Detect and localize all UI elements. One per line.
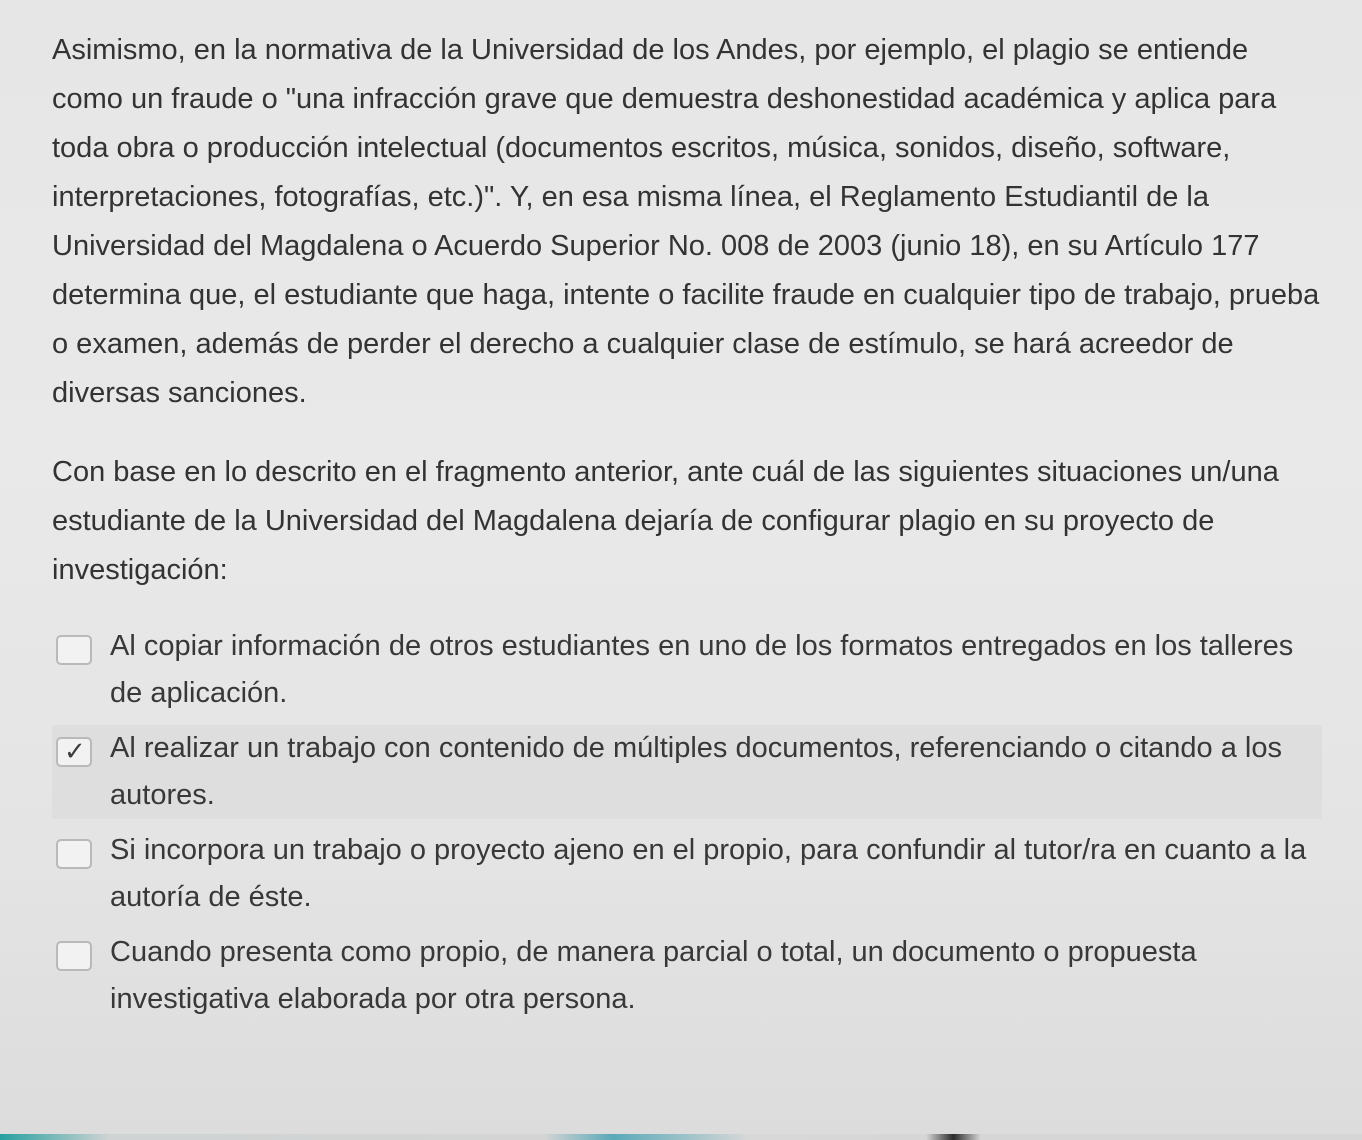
answer-option-3[interactable] <box>52 827 1322 921</box>
option-3-label: Si incorpora un trabajo o proyecto ajeno en el propio, para confundir al tutor/ra en cuanto a la autoría de éste. <box>110 834 1307 913</box>
screen-bottom-edge <box>0 1134 1362 1140</box>
option-4-checkbox[interactable] <box>56 941 92 971</box>
question-prompt: Con base en lo descrito en el fragmento anterior, ante cuál de las siguientes situaciones un/una estudiante de la Universidad del Magdalena dejaría de configurar plagio en su proyecto de investigación: <box>52 456 1279 586</box>
option-1-label: Al copiar información de otros estudiantes en uno de los formatos entregados en los talleres de aplicación. <box>110 630 1294 709</box>
answer-option-1[interactable] <box>52 623 1322 717</box>
reading-passage: Asimismo, en la normativa de la Universidad de los Andes, por ejemplo, el plagio se entiende como un fraude o "una infracción grave que demuestra deshonestidad académica y aplica para toda obra o producción intelectual (documentos escritos, música, sonidos, diseño, software, interpretaciones, fotografías, etc.)". Y, en esa misma línea, el Reglamento Estudiantil de la Universidad del Magdalena o Acuerdo Superior No. 008 de 2003 (junio 18), en su Artículo 177 determina que, el estudiante que haga, intente o facilite fraude en cualquier tipo de trabajo, prueba o examen, además de perder el derecho a cualquier clase de estímulo, se hará acreedor de diversas sanciones. <box>52 34 1320 409</box>
option-2-label: Al realizar un trabajo con contenido de múltiples documentos, referenciando o citando a los autores. <box>110 732 1282 811</box>
answer-options <box>52 623 1322 1023</box>
quiz-content <box>52 26 1322 1031</box>
option-2-checkbox[interactable] <box>56 737 92 767</box>
answer-option-4[interactable] <box>52 929 1322 1023</box>
answer-option-2[interactable] <box>52 725 1322 819</box>
option-1-checkbox[interactable] <box>56 635 92 665</box>
option-4-label: Cuando presenta como propio, de manera parcial o total, un documento o propuesta investigativa elaborada por otra persona. <box>110 936 1197 1015</box>
check-icon: ✓ <box>64 737 86 767</box>
option-3-checkbox[interactable] <box>56 839 92 869</box>
